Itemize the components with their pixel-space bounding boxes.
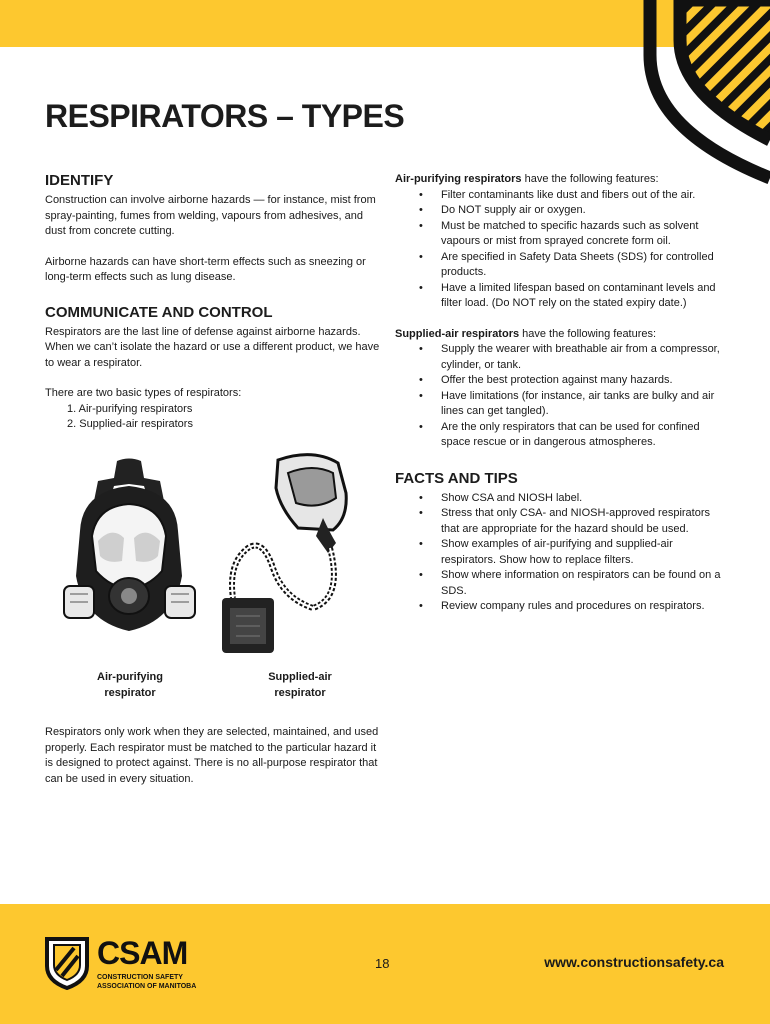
- list-item: • Have a limited lifespan based on contaminant levels and filter load. (Do NOT rely on the stated expiry date.): [395, 281, 725, 312]
- air-purifying-intro-rest: have the following features:: [521, 173, 659, 185]
- list-item: • Do NOT supply air or oxygen.: [395, 203, 725, 219]
- list-item: • Offer the best protection against many hazards.: [395, 373, 725, 389]
- list-item: • Must be matched to specific hazards such as solvent vapours or mist from sprayed concrete form oil.: [395, 219, 725, 250]
- air-purifying-intro-bold: Air-purifying respirators: [395, 173, 522, 185]
- right-column: [395, 172, 725, 615]
- facts-heading: FACTS AND TIPS: [395, 469, 518, 487]
- logo-wordmark: CSAM: [97, 935, 188, 971]
- left-column: [45, 172, 380, 433]
- respirator-types-list: [45, 402, 380, 433]
- caption-line: respirator: [104, 686, 156, 699]
- identify-paragraph-1: Construction can involve airborne hazards — for instance, mist from spray-painting, fumes from welding, vapours from adhesives, and dust from concrete cutting.: [45, 194, 376, 237]
- logo-subtitle-line: CONSTRUCTION SAFETY: [97, 974, 183, 981]
- logo-subtitle: [97, 973, 196, 991]
- page-title: RESPIRATORS – TYPES: [45, 98, 405, 134]
- supplied-air-intro-rest: have the following features:: [519, 327, 657, 340]
- communicate-heading: COMMUNICATE AND CONTROL: [45, 303, 273, 321]
- website-link[interactable]: www.constructionsafety.ca: [544, 954, 724, 970]
- list-item: • Supply the wearer with breathable air from a compressor, cylinder, or tank.: [395, 342, 725, 373]
- caption-line: Air-purifying: [97, 671, 163, 683]
- communicate-paragraph-2: There are two basic types of respirators:: [45, 387, 242, 399]
- list-item: • Are specified in Safety Data Sheets (SDS) for controlled products.: [395, 250, 725, 281]
- list-item: 2. Supplied-air respirators: [67, 418, 193, 430]
- page-number: 18: [375, 956, 390, 971]
- list-item: • Filter contaminants like dust and fibers out of the air.: [395, 188, 725, 204]
- supplied-air-features: [395, 342, 725, 451]
- list-item: • Are the only respirators that can be used for confined space rescue or in dangerous atmospheres.: [395, 420, 725, 451]
- list-item: • Stress that only CSA- and NIOSH-approved respirators that are appropriate for the hazard should be used.: [395, 506, 725, 537]
- list-item: • Have limitations (for instance, air tanks are bulky and air lines can get tangled).: [395, 389, 725, 420]
- air-purifying-intro: [395, 172, 725, 188]
- caption-line: Supplied-air: [268, 671, 332, 683]
- air-purifying-respirator-image: [62, 456, 197, 656]
- facts-list: [395, 491, 725, 615]
- supplied-air-caption: [235, 670, 365, 701]
- shield-icon: [44, 936, 90, 990]
- supplied-air-respirator-image: [218, 448, 358, 658]
- caption-line: respirator: [274, 686, 326, 699]
- logo-subtitle-line: ASSOCIATION OF MANITOBA: [97, 983, 197, 990]
- list-item: • Show where information on respirators can be found on a SDS.: [395, 568, 725, 599]
- closing-paragraph: Respirators only work when they are selected, maintained, and used properly. Each respirator must be matched to the particular hazard it is designed to protect against. There is no all-purpose respirator that can be used in every situation.: [45, 726, 379, 785]
- supplied-air-intro-bold: Supplied-air respirators: [395, 327, 520, 340]
- communicate-paragraph-1: Respirators are the last line of defense against airborne hazards. When we can’t isolate the hazard or use a different product, we have to wear a respirator.: [45, 325, 380, 369]
- csam-logo: [44, 936, 214, 996]
- identify-heading: IDENTIFY: [45, 172, 114, 189]
- list-item: • Show examples of air-purifying and supplied-air respirators. Show how to replace filters.: [395, 537, 725, 568]
- list-item: • Review company rules and procedures on respirators.: [395, 599, 725, 615]
- list-item: • Show CSA and NIOSH label.: [395, 491, 725, 507]
- identify-paragraph-2: Airborne hazards can have short-term effects such as sneezing or long-term effects such as lung disease.: [45, 255, 366, 283]
- air-purifying-caption: [65, 670, 195, 701]
- list-item: 1. Air-purifying respirators: [67, 402, 193, 415]
- supplied-air-intro: [395, 327, 725, 343]
- air-purifying-features: [395, 188, 725, 312]
